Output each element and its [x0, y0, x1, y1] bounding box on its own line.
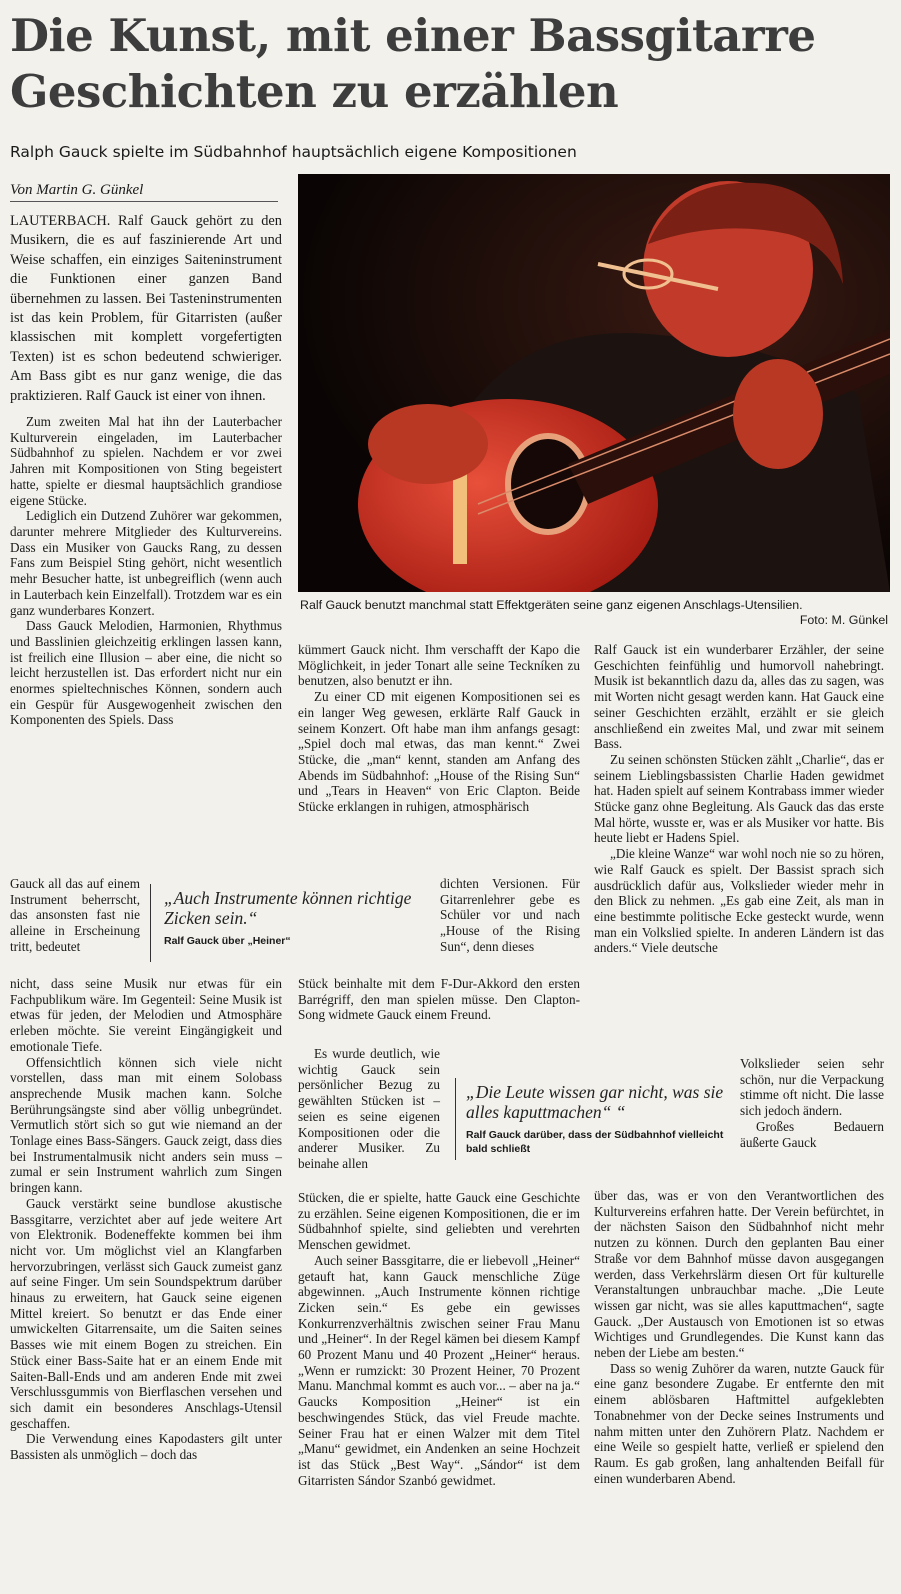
paragraph: Zu einer CD mit eigenen Kompositionen sei es ein langer Weg gewesen, erklärte Ralf Gauck in seinem Konzert. Oft habe man ihm anfangs gesagt: „Spiel doch mal etwas, das man kennt.“ Zwei Stücke, die „man“ kennt, standen am Anfang des Abends im Südbahnhof: „House of the Rising Sun“ und „Tears in Heaven“ von Eric Clapton. Beide Stücke erklangen in ruhigen, atmosphärisch — [298, 689, 580, 815]
pull-quote-2 — [466, 1082, 746, 1156]
paragraph: Gauck verstärkt seine bundlose akustische Bassgitarre, verzichtet aber auf jede weitere Art von Elektronik. Bodeneffekte kommen bei ihm nicht vor. Um möglichst viel an Klangfarben hervorzubringen, verlässt sich Gauck zumeist ganz auf seine Finger. Um sein Soundspektrum darüber hinaus zu erweitern, hat Gauck seine eigenen Mittel kreiert. So benutzt er das Ende einer umwickelten Gitarrensaite, um die Saiten seines Basses wie mit einem Bogen zu streichen. Ein Stück einer Bass-Saite hat er an einem Ende mit Saiten-Ball-Ends und am anderen Ende mit zwei Verschlussgummis von Bierflaschen versehen und sich damit ein besonderes Anschlags-Utensil geschaffen. — [10, 1195, 282, 1431]
column-1-bottom — [10, 976, 282, 1463]
subheadline: Ralph Gauck spielte im Südbahnhof hauptsächlich eigene Kompositionen — [10, 143, 577, 161]
paragraph: „Die kleine Wanze“ war wohl noch nie so zu hören, wie Ralf Gauck es spielt. Der Bassist sprach sich ausdrücklich dafür aus, Volkslieder wieder mehr in den Blick zu nehmen. „Es gab eine Zeit, als man in eine bestimmte politische Ecke gesteckt wurde, wenn man ein Volkslied spielte. In anderen Ländern ist das anders.“ Viele deutsche — [594, 846, 884, 956]
paragraph-fragment: Stücken, die er spielte, hatte Gauck eine Geschichte zu erzählen. Seine eigenen Kompositionen, die er im Südbahnhof spielte, sind geliebten und verehrten Menschen gewidmet. — [298, 1190, 580, 1253]
paragraph: Es wurde deutlich, wie wichtig Gauck sein persönlicher Bezug zu gewählten Stücken ist – seien es seine eigenen Kompositionen oder die anderer Musiker. Zu beinahe allen — [298, 1046, 440, 1171]
quote-rule — [455, 1078, 456, 1160]
column-1-narrow — [10, 876, 140, 955]
paragraph-fragment: Stück beinhalte mit dem F-Dur-Akkord den ersten Barrégriff, den man spielen müsse. Den Clapton-Song widmete Gauck einem Freund. — [298, 976, 580, 1023]
paragraph-fragment: Gauck all das auf einem Instrument beherrscht, das ansonsten fast nie alleine in Erscheinung tritt, bedeutet — [10, 876, 140, 954]
pull-quote-1 — [164, 888, 434, 948]
quote-source: Ralf Gauck über „Heiner“ — [164, 935, 291, 947]
paragraph: Dass so wenig Zuhörer da waren, nutzte Gauck für eine ganz besondere Zugabe. Er entfernte den mit einem ablösbaren Haftmittel aufgeklebten Tonabnehmer von der Decke seines Instruments und nahm mitten unter den Zuhörern Platz. Nachdem er eine Weile so gespielt hatte, verließ er spielend den Raum. Es gab großen, lang anhaltenden Beifall für einen wunderbaren Abend. — [594, 1360, 884, 1486]
column-2-mid — [298, 976, 580, 1023]
quote-rule — [150, 884, 151, 962]
paragraph: Auch seiner Bassgitarre, die er liebevoll „Heiner“ getauft hat, kann Gauck menschliche Züge abgewinnen. „Auch Instrumente können richtige Zicken sein.“ Es gebe ein gewisses Konkurrenzverhältnis zwischen seiner Frau Manu und „Heiner“. In der Regel kämen bei diesem Kampf 60 Prozent Manu und 40 Prozent „Heiner“ heraus. „Wenn er rumzickt: 30 Prozent Heiner, 70 Prozent Manu. Manchmal kommt es auch vor... – aber na ja.“ Gaucks Komposition „Heiner“ ist ein beschwingendes Stück, das viel Freude machte. Seiner Frau hat er einen Walzer mit dem Titel „Manu“ gewidmet, ein Andenken an seine Hochzeit ist das Stück „Best Way“. „Sándor“ ist dem Gitarristen Sándor Szanbó gewidmet. — [298, 1252, 580, 1488]
paragraph: Zum zweiten Mal hat ihn der Lauterbacher Kulturverein eingeladen, im Lauterbacher Südbahnhof zu spielen. Nachdem er vor zwei Jahren mit Kompositionen von Sting begeistert hatte, spielte er diesmal hauptsächlich grandiose eigene Stücke. — [10, 414, 282, 508]
paragraph-fragment: nicht, dass seine Musik nur etwas für ein Fachpublikum wäre. Im Gegenteil: Seine Musik ist etwas für jeden, der Melodien und Atmosphäre erleben möchte. Sie vereint Eingängigkeit und emotionale Tiefe. — [10, 976, 282, 1054]
paragraph-fragment: dichten Versionen. Für Gitarrenlehrer gebe es Schüler vor und nach „House of the Rising Sun“, denn dieses — [440, 876, 580, 954]
column-2 — [298, 642, 580, 815]
paragraph: Offensichtlich können sich viele nicht vorstellen, dass man mit einem Solobass ansprechende Musik machen kann. Solche Berührungsängste sind aber völlig unbegründet. Vermutlich stört sich so gut wie niemand an der Tonlage eines Bass-Sängers. Gauck zeigt, dass dies bei Instrumentalmusik nicht anders sein muss – zumal er sein Instrument wahrlich zum Singen bringen kann. — [10, 1054, 282, 1196]
column-2-narrow-2 — [298, 1046, 440, 1172]
photo-credit: Foto: M. Günkel — [799, 613, 888, 627]
paragraph: Zu seinen schönsten Stücken zählt „Charlie“, das er seinem Lieblingsbassisten Charlie Haden gewidmet hat. Haden spielt auf seinem Kontrabass immer wieder Stücke ganz ohne Begleitung. Als Gauck das das erste Mal hörte, wusste er, was er als Musiker vor hatte. Bis heute liebt er Hadens Spiel. — [594, 751, 884, 846]
bassist-illustration — [298, 174, 890, 592]
column-3 — [594, 642, 884, 956]
paragraph-fragment: über das, was er von den Verantwortlichen des Kulturvereins erfahren hatte. Der Verein befürchtet, in der nächsten Saison den Südbahnhof nicht mehr nutzen zu können. Durch den geplanten Bau einer Straße vor dem Bahnhof müsse davon ausgegangen werden, dass Verkehrslärm diesen Ort für kulturelle Veranstaltungen unbrauchbar mache. „Die Leute wissen gar nicht, was sie alles kaputtmachen“, sagte Gauck. „Der Austausch von Emotionen ist so etwas Wichtiges und Grundlegendes. Die Kunst kann das neben der Liebe am besten.“ — [594, 1188, 884, 1361]
paragraph-fragment: Volkslieder seien sehr schön, nur die Verpackung stimme oft nicht. Die lasse sich jedoch ändern. — [740, 1056, 884, 1119]
paragraph: Die Verwendung eines Kapodasters gilt unter Bassisten als unmöglich – doch das — [10, 1431, 282, 1463]
paragraph: Lediglich ein Dutzend Zuhörer war gekommen, darunter mehrere Mitglieder des Kulturvereins. Dass ein Musiker von Gaucks Rang, zu dessen Fans zum Beispiel Sting gehört, nicht wesentlich mehr Besucher hatte, ist unbegreiflich (wenn auch in Lauterbach kein Einzelfall). Trotzdem war es ein ganz wunderbares Konzert. — [10, 508, 282, 618]
caption-text: Ralf Gauck benutzt manchmal statt Effektgeräten seine ganz eigenen Anschlags-Utensilien. — [300, 598, 803, 612]
column-1 — [10, 212, 282, 728]
paragraph-fragment: Großes Bedauern äußerte Gauck — [740, 1118, 884, 1150]
quote-text: „Die Leute wissen gar nicht, was sie alles kaputtmachen“ “ — [466, 1082, 724, 1122]
lead-paragraph: LAUTERBACH. Ralf Gauck gehört zu den Musikern, die es auf faszinierende Art und Weise schaffen, ein einziges Saiteninstrument die Funktionen einer ganzen Band übernehmen zu lassen. Bei Tasteninstrumenten ist das kein Problem, für Gitarristen (außer klassischen mit komplett vorgefertigten Texten) ist es schon bedeutend schwieriger. Am Bass gibt es nur ganz wenige, die das praktizieren. Ralf Gauck ist einer von ihnen. — [10, 213, 282, 404]
photo-caption — [300, 598, 888, 628]
headline: Die Kunst, mit einer Bassgitarre Geschichten zu erzählen — [10, 9, 816, 118]
paragraph: kümmert Gauck nicht. Ihm verschafft der Kapo die Möglichkeit, in jeder Tonart alle seine Teckníken zu benutzen, also benutzt er ihn. — [298, 642, 580, 689]
column-2-narrow — [440, 876, 580, 955]
concert-photo — [298, 174, 890, 592]
paragraph: Dass Gauck Melodien, Harmonien, Rhythmus und Basslinien gleichzeitig erklingen lassen kann, ist freilich eine Illusion – aber eine, die nicht so leicht herzustellen ist. Das erfordert nicht nur ein enormes spieltechnisches Können, sondern auch ein Gespür für Ausgewogenheit zwischen den Komponenten des Spiels. Dass — [10, 618, 282, 728]
quote-text: „Auch Instrumente können richtige Zicken sein.“ — [164, 888, 412, 928]
quote-source: Ralf Gauck darüber, dass der Südbahnhof vielleicht bald schließt — [466, 1129, 724, 1155]
column-3-narrow — [740, 1056, 884, 1150]
byline: Von Martin G. Günkel — [10, 182, 278, 202]
column-2-bottom — [298, 1190, 580, 1488]
paragraph: Ralf Gauck ist ein wunderbarer Erzähler, der seine Geschichten feinfühlig und humorvoll nahebringt. Musik ist bekanntlich dazu da, alles das zu sagen, was mit Worten nicht gesagt werden kann. Hat Gauck eine seiner Geschichten erzählt, erzählt er sie gleich anschließend ein zweites Mal, und zwar mit seinem Bass. — [594, 642, 884, 752]
column-3-bottom — [594, 1188, 884, 1486]
